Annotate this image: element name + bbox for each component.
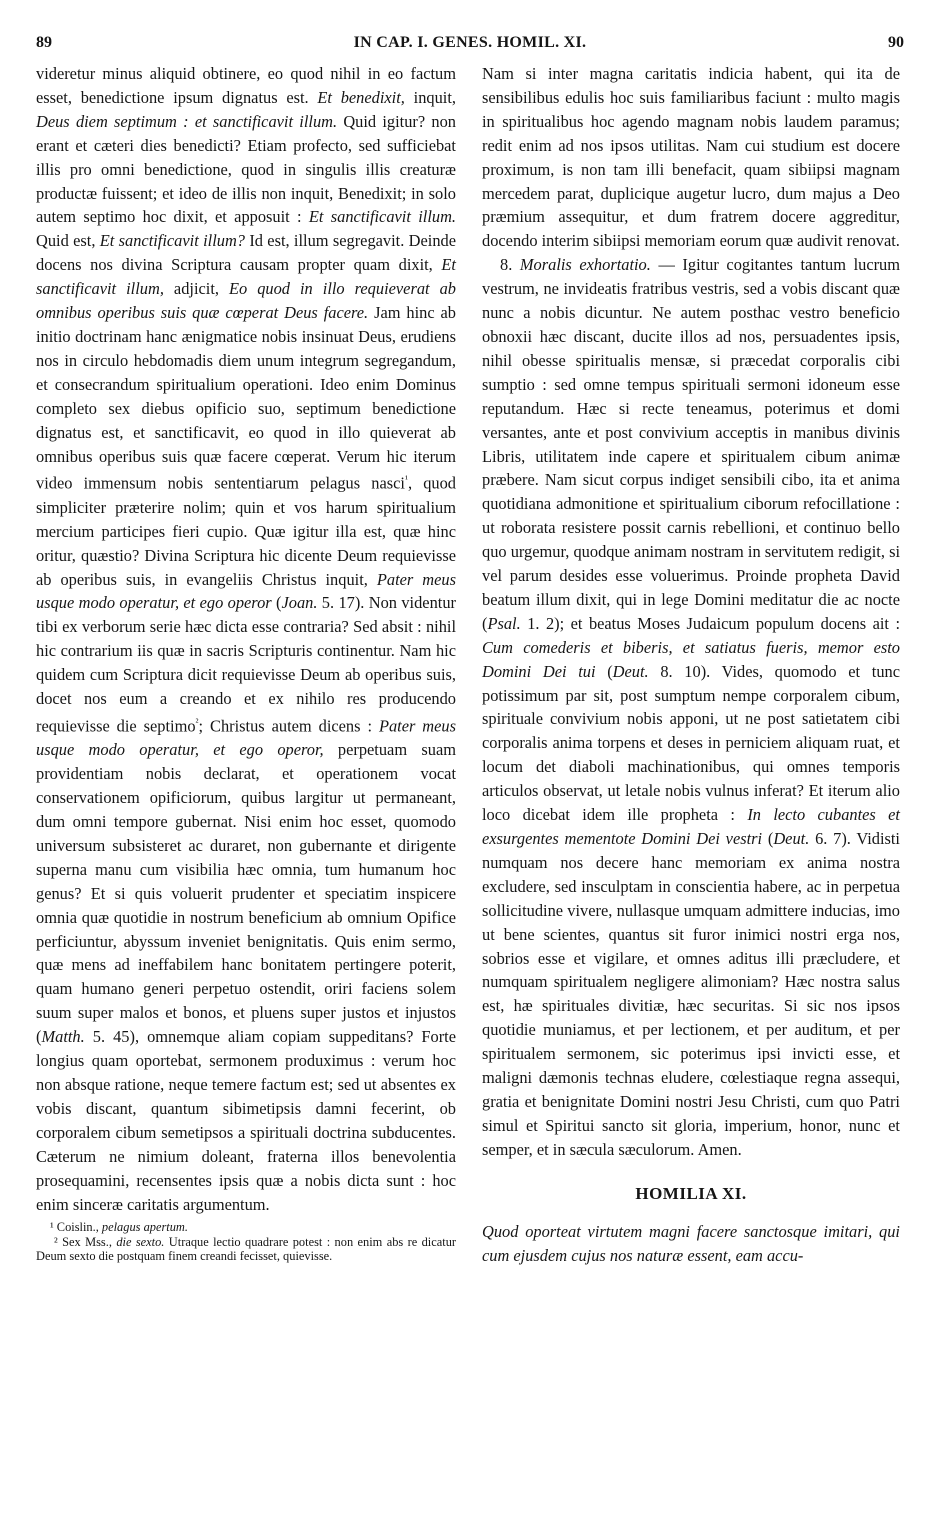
paragraph: 8. Moralis exhortatio. — Igitur cogitantes tantum lucrum vestrum, ne invideatis fratribus vestris, sed a vobis discant quæ nunc a nobis dicuntur. Ne autem posthac vestro beneficio obnoxii hæc discant, ducite illos ad nos, persuadentes ipsis, nihil obesse spiritualis mensæ, si præcedat corporalis cibi sumptio : sed omne tempus spirituali sermoni idoneum esse reputandum. Hæc si recte teneamus, poterimus et domi versantes, ante et post convivium acceptis in manibus divinis Libris, utilitatem inde capere et spiritualem cibum animæ præbere. Nam sicut corpus indiget sensibili cibo, ita et anima quotidiana admonitione et spiritualium ciborum refocillatione : ut roborata resistere possit carnis rebellioni, et continuo bello quo urgemur, quodque animam nostram in servitutem redigit, si vel parum desides esse voluerimus. Proinde propheta David beatum illum dixit, qui in lege Domini meditatur die ac nocte (Psal. 1. 2); et beatus Moses Judaicum populum docens ait : Cum comederis et biberis, et satiatus fueris, memor esto Domini Dei tui (Deut. 8. 10). Vides, quomodo et tunc potissimum par sit, post sumptum nempe corporalem cibum, spirituale convivium nobis apponi, ut ne post satietatem cibi corporalis anima torpens et deses in perniciem aliquam ruat, et locum det diaboli machinationibus, qui omnes temporis articulos observat, ut letale nobis vulnus inferat? Et iterum alio loco dicebat idem ille propheta : In lecto cubantes et exsurgentes mementote Domini Dei vestri (Deut. 6. 7). Vidisti numquam nos decere hanc memoriam ex anima nostra excludere, sed insculptam in conscientia habere, ac in perpetua sollicitudine vivere, nullasque umquam admittere inducias, imo ut bene scientes, quantus sit furor inimici nostri erga nos, sobrios esse et vigilare, et omnes aditus illi præcludere, et numquam spiritualem negligere alimoniam? Hæc nostra salus est, hæ spirituales divitiæ, hæc securitas. Si sic nos ipsos quotidie muniamus, et per lectionem, et per auditum, et per spiritualem sermonem, sic poterimus ipsi invicti esse, et maligni dæmonis technas eludere, cœlestiaque regna assequi, gratia et benignitate Domini nostri Jesu Christi, cum quo Patri simul et Spiritui sancto sit gloria, imperium, honor, nunc et semper, et in sæcula sæculorum. Amen. [482, 255, 901, 1159]
homily-title: HOMILIA XI. [635, 1183, 747, 1203]
italic-run: pelagus apertum. [101, 1220, 188, 1235]
paragraph: ² Sex Mss., die sexto. Utraque lectio quadrare potest : non enim abs re dicatur Deum sexto die postquam finem creandi fecisset, quievisse. [36, 1234, 457, 1264]
right-column [482, 62, 900, 1267]
running-title: IN CAP. I. GENES. HOMIL. XI. [353, 34, 587, 51]
left-column [36, 62, 456, 1264]
italic-run: Et benedixit, [317, 87, 405, 107]
left-column-text [36, 62, 456, 1216]
italic-run: Deut. [773, 829, 810, 848]
italic-run: Pater meus usque modo operatur, et ego operor [36, 569, 456, 613]
italic-run: Cum comederis et biberis, et satiatus fueris, memor esto Domini Dei tui [482, 637, 900, 681]
left-page-number: 89 [36, 34, 52, 51]
italic-run: Matth. [41, 1027, 85, 1047]
italic-run: die sexto. [116, 1234, 165, 1249]
paragraph: videretur minus aliquid obtinere, eo quod nihil in eo factum esset, benedictione ipsum dignatus est. Et benedixit, inquit, Deus diem septimum : et sanctificavit illum. Quid igitur? non erant et cæteri dies benedicti? Etiam profecto, sed sufficiebat illis pro omni benedictione, quod in singulis illis creaturæ productæ fuissent; et ideo de illis non inquit, Benedixit; in solo autem septimo hoc dixit, et apposuit : Et sanctificavit illum. Quid est, Et sanctificavit illum? Id est, illum segregavit. Deinde docens nos divina Scriptura causam propter quam dixit, Et sanctificavit illum, adjicit, Eo quod in illo requieverat ab omnibus operibus suis quæ cœperat Deus facere. Jam hinc ab initio doctrinam hanc ænigmatice nobis insinuat Deus, erudiens nos in circulo hebdomadis diem unum integrum segregandum, et consecrandum spiritualium operationi. Ideo enim Dominus completo sex diebus opificio suo, septimum benedictione dignatus est, et sanctificavit, eo quod in illo quieverat ab omnibus operibus suis quæ facere cœperat. Verum hic iterum video immensum nobis sententiarum pelagus nasci$^{^1}$, quod simpliciter præterire nolim; quin et vos harum spiritualium mercium participes fieri cupio. Quæ igitur illa est, quæ hinc oritur, quæstio? Divina Scriptura hic dicente Deum requievisse ab operibus suis, in evangeliis Christus inquit, Pater meus usque modo operatur, et ego operor (Joan. 5. 17). Non videntur tibi ex verborum serie hæc dicta esse contraria? Sed absit : nihil hic contrarium iis quæ in sacris Scripturis continentur. Nam hic quidem cum Scriptura dicit requievisse Deum ab operibus suis, docet nos eum a creando et ex nihilo res producendo requievisse die septimo$^{^2}$; Christus autem dicens : Pater meus usque modo operatur, et ego operor, perpetuam suam providentiam nobis declarat, et operationem vocat conservationem opificiorum, quibus largitur ut permaneant, dum omni tempore gubernat. Nisi enim hoc esset, quomodo universum subsisteret ac duraret, non gubernante et dirigente superna manu cum visibilia hæc omnia, tum humanum hoc genus? Et si quis voluerit prudenter et speciatim inspicere omnia quæ quotidie in nostrum beneficium ab omnium Opifice perficiuntur, abyssum inveniet benignitatis. Quis enim sermo, quæ mens ad ineffabilem hanc bonitatem pertingere poterit, quam humano generi perpetuo ostendit, oriri faciens solem suum super malos et bonos, et pluens super justos et injustos (Matth. 5. 45), omnemque aliam copiam suppeditans? Forte longius quam oportebat, sermonem produximus : verum hoc non absque ratione, neque temere factum est; sed ut absentes ex vobis discant, quantum sibimetipsis damni fecerint, ob corporalem cibum semetipsos a spirituali doctrina subducentes. Cæterum ne nimium doleant, fraterna illos benevolentia prosequamini, recensentes ipsis quæ a nobis dicta sunt : hoc enim sinceræ caritatis argumentum. [36, 64, 457, 1214]
italic-run: Et sanctificavit illum? [99, 231, 245, 251]
italic-run: Et sanctificavit illum. [308, 207, 457, 227]
italic-run: Deus diem septimum : et sanctificavit illum. [36, 111, 338, 131]
paragraph: Nam si inter magna caritatis indicia habent, qui ita de sensibilibus edulis hoc suis familiaribus faciunt : multo magis in spiritualibus hoc agendo magnam nobis laudem paramus; redit enim ad nos ipsos utilitas. Nam cui studium est docere proximum, is non tam illi benefacit, quam sibiipsi magnam mercedem parat, duplicique augetur lucro, dum majus a Deo præmium assequitur, et dum fratrem docere aggreditur, docendo interim sibiipsi memoriam eorum quæ audivit renovat. [482, 64, 900, 251]
italic-run: Psal. [487, 613, 521, 633]
italic-run: Eo quod in illo requieverat ab omnibus operibus suis quæ cœperat Deus facere. [36, 279, 456, 323]
italic-run: Pater meus usque modo operatur, et ego operor, [36, 716, 456, 760]
footnotes [36, 1220, 456, 1264]
homily-subtitle-text: Quod oporteat virtutem magni facere sanctosque imitari, qui cum ejusdem cujus nos naturæ essent, eam accu- [482, 1221, 900, 1265]
homily-subtitle [482, 1220, 900, 1268]
right-page-number: 90 [888, 34, 904, 51]
running-header [36, 34, 904, 56]
italic-run: Deut. [612, 661, 649, 681]
italic-run: In lecto cubantes et exsurgentes mementote Domini Dei vestri [482, 805, 900, 848]
footnote-ref: ² [195, 716, 199, 728]
italic-run: Moralis exhortatio. [519, 255, 651, 275]
paragraph: ¹ Coislin., pelagus apertum. [50, 1220, 188, 1235]
footnote-ref: ¹ [404, 474, 408, 486]
italic-run: Et sanctificavit illum, [36, 255, 456, 299]
right-column-text [482, 62, 900, 1162]
italic-run: Joan. [281, 593, 318, 613]
